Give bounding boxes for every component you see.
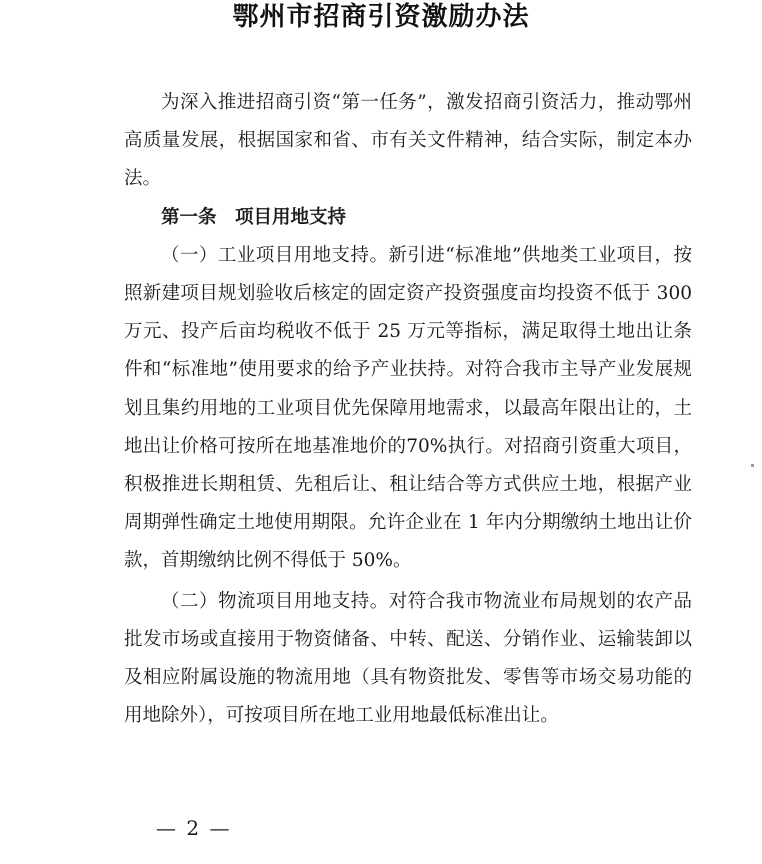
scan-speck <box>751 464 754 467</box>
document-title: 鄂州市招商引资激励办法 <box>232 2 530 32</box>
document-body <box>124 84 692 735</box>
intro-paragraph: 为深入推进招商引资“第一任务”，激发招商引资活力，推动鄂州高质量发展，根据国家和省、市有关文件精神，结合实际，制定本办法。 <box>124 92 692 190</box>
article-1-item-1-paragraph: （一）工业项目用地支持。新引进“标准地”供地类工业项目，按照新建项目规划验收后核定的固定资产投资强度亩均投资不低于 300 万元、投产后亩均税收不低于 25 万元等指标，满足取得土地出让条件和“标准地”使用要求的给予产业扶持。对符合我市主导产业发展规划且集约用地的工业项目优先保障用地需求，以最高年限出让的，土地出让价格可按所在地基准地价的70%执行。对招商引资重大项目，积极推进长期租赁、先租后让、租让结合等方式供应土地，根据产业周期弹性确定土地使用期限。允许企业在 1 年内分期缴纳土地出让价款，首期缴纳比例不得低于 50%。 <box>124 244 692 572</box>
article-1-heading: 第一条 项目用地支持 <box>161 206 347 228</box>
article-1-item-2-paragraph: （二）物流项目用地支持。对符合我市物流业布局规划的农产品批发市场或直接用于物资储备、中转、配送、分销作业、运输装卸以及相应附属设施的物流用地（具有物资批发、零售等市场交易功能的用地除外），可按项目所在地工业用地最低标准出让。 <box>124 590 692 727</box>
page-number: — 2 — <box>156 816 232 840</box>
